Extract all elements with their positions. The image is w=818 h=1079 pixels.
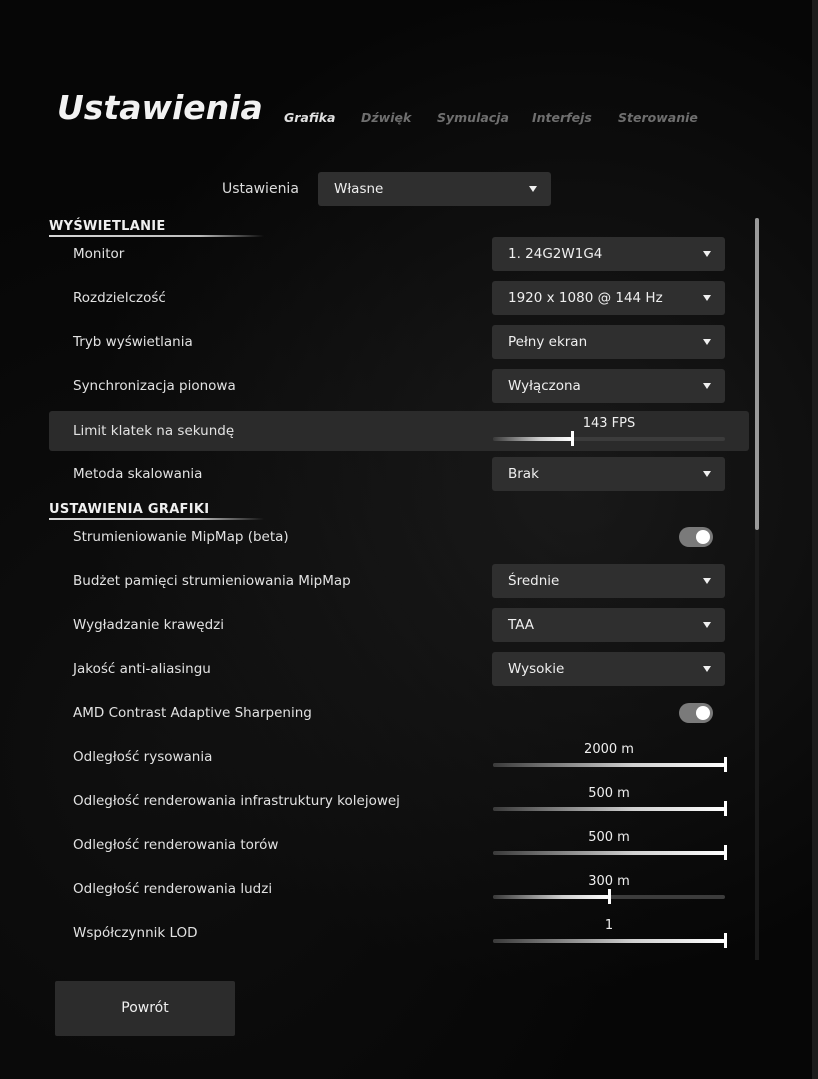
dropdown-value: TAA [508, 617, 535, 633]
setting-row-antialiasing [49, 605, 749, 645]
slider-fill [493, 437, 572, 441]
setting-row-vsync [49, 366, 749, 406]
setting-label: Odległość renderowania infrastruktury kolejowej [73, 793, 400, 809]
dropdown-value: Brak [508, 466, 539, 482]
dropdown-value: 1. 24G2W1G4 [508, 246, 603, 262]
setting-row-fps-limit [49, 411, 749, 451]
setting-row-mipmap-budget [49, 561, 749, 601]
fps-limit-slider[interactable] [493, 411, 725, 451]
antialiasing-dropdown[interactable] [492, 608, 725, 642]
slider-track[interactable] [493, 895, 725, 899]
section-graphics-title: USTAWIENIA GRAFIKI [49, 502, 210, 517]
setting-label: Metoda skalowania [73, 466, 203, 482]
dropdown-value: Pełny ekran [508, 334, 588, 350]
dropdown-value: Średnie [508, 573, 560, 589]
caret-down-icon [703, 578, 711, 584]
setting-label: Rozdzielczość [73, 290, 166, 306]
people-distance-slider[interactable] [493, 869, 725, 909]
setting-label: Wygładzanie krawędzi [73, 617, 225, 633]
cas-toggle[interactable] [679, 703, 713, 723]
slider-thumb[interactable] [608, 889, 611, 904]
slider-fill [493, 939, 725, 943]
setting-label: Współczynnik LOD [73, 925, 198, 941]
mipmap-budget-dropdown[interactable] [492, 564, 725, 598]
tab-grafika[interactable]: Grafika [284, 110, 336, 125]
setting-label: Strumieniowanie MipMap (beta) [73, 529, 289, 545]
setting-row-mipmap-streaming [49, 517, 749, 557]
setting-row-lod-factor [49, 913, 749, 953]
tracks-distance-slider[interactable] [493, 825, 725, 865]
tab-interfejs[interactable]: Interfejs [532, 110, 592, 125]
tab-symulacja[interactable]: Symulacja [437, 110, 509, 125]
setting-label: Tryb wyświetlania [73, 334, 193, 350]
slider-thumb[interactable] [724, 801, 727, 816]
preset-dropdown[interactable] [318, 172, 551, 206]
slider-fill [493, 807, 725, 811]
setting-row-monitor [49, 234, 749, 274]
slider-value: 2000 m [584, 742, 634, 757]
toggle-knob [696, 530, 710, 544]
dropdown-value: Wyłączona [508, 378, 581, 394]
setting-label: Budżet pamięci strumieniowania MipMap [73, 573, 351, 589]
display-mode-dropdown[interactable] [492, 325, 725, 359]
setting-row-display-mode [49, 322, 749, 362]
slider-thumb[interactable] [724, 845, 727, 860]
caret-down-icon [703, 339, 711, 345]
monitor-dropdown[interactable] [492, 237, 725, 271]
caret-down-icon [703, 622, 711, 628]
slider-fill [493, 851, 725, 855]
setting-label: Monitor [73, 246, 125, 262]
setting-row-tracks-distance [49, 825, 749, 865]
resolution-dropdown[interactable] [492, 281, 725, 315]
page-title: Ustawienia [57, 88, 263, 127]
scrollbar-thumb[interactable] [755, 218, 759, 530]
preset-label: Ustawienia [222, 181, 299, 197]
setting-label: Limit klatek na sekundę [73, 423, 235, 439]
rail-infra-distance-slider[interactable] [493, 781, 725, 821]
settings-scrollbar[interactable] [755, 218, 759, 960]
slider-thumb[interactable] [724, 757, 727, 772]
slider-track[interactable] [493, 851, 725, 855]
slider-value: 500 m [588, 830, 630, 845]
caret-down-icon [703, 666, 711, 672]
setting-row-people-distance [49, 869, 749, 909]
caret-down-icon [703, 383, 711, 389]
dropdown-value: Wysokie [508, 661, 565, 677]
setting-label: AMD Contrast Adaptive Sharpening [73, 705, 312, 721]
caret-down-icon [703, 251, 711, 257]
setting-row-draw-distance [49, 737, 749, 777]
slider-track[interactable] [493, 763, 725, 767]
setting-row-resolution [49, 278, 749, 318]
caret-down-icon [529, 186, 537, 192]
setting-row-cas [49, 693, 749, 733]
slider-fill [493, 895, 609, 899]
mipmap-streaming-toggle[interactable] [679, 527, 713, 547]
vsync-dropdown[interactable] [492, 369, 725, 403]
caret-down-icon [703, 471, 711, 477]
slider-track[interactable] [493, 807, 725, 811]
tab-sterowanie[interactable]: Sterowanie [618, 110, 698, 125]
lod-factor-slider[interactable] [493, 913, 725, 953]
back-button[interactable] [55, 981, 235, 1036]
setting-label: Odległość renderowania ludzi [73, 881, 273, 897]
draw-distance-slider[interactable] [493, 737, 725, 777]
slider-thumb[interactable] [724, 933, 727, 948]
slider-value: 500 m [588, 786, 630, 801]
slider-value: 143 FPS [582, 416, 636, 431]
section-display-title: WYŚWIETLANIE [49, 219, 166, 234]
tab-dzwiek[interactable]: Dźwięk [361, 110, 412, 125]
back-button-label: Powrót [121, 1000, 169, 1016]
slider-value: 1 [604, 918, 614, 933]
slider-thumb[interactable] [571, 431, 574, 446]
slider-value: 300 m [588, 874, 630, 889]
setting-label: Odległość renderowania torów [73, 837, 279, 853]
setting-row-scaling [49, 454, 749, 494]
setting-row-rail-infra-distance [49, 781, 749, 821]
setting-label: Jakość anti-aliasingu [73, 661, 211, 677]
window-edge [812, 0, 818, 1079]
slider-fill [493, 763, 725, 767]
toggle-knob [696, 706, 710, 720]
setting-label: Synchronizacja pionowa [73, 378, 236, 394]
preset-value: Własne [334, 181, 384, 197]
caret-down-icon [703, 295, 711, 301]
slider-track[interactable] [493, 437, 725, 441]
setting-label: Odległość rysowania [73, 749, 213, 765]
slider-track[interactable] [493, 939, 725, 943]
aa-quality-dropdown[interactable] [492, 652, 725, 686]
dropdown-value: 1920 x 1080 @ 144 Hz [508, 290, 663, 306]
scaling-dropdown[interactable] [492, 457, 725, 491]
setting-row-aa-quality [49, 649, 749, 689]
